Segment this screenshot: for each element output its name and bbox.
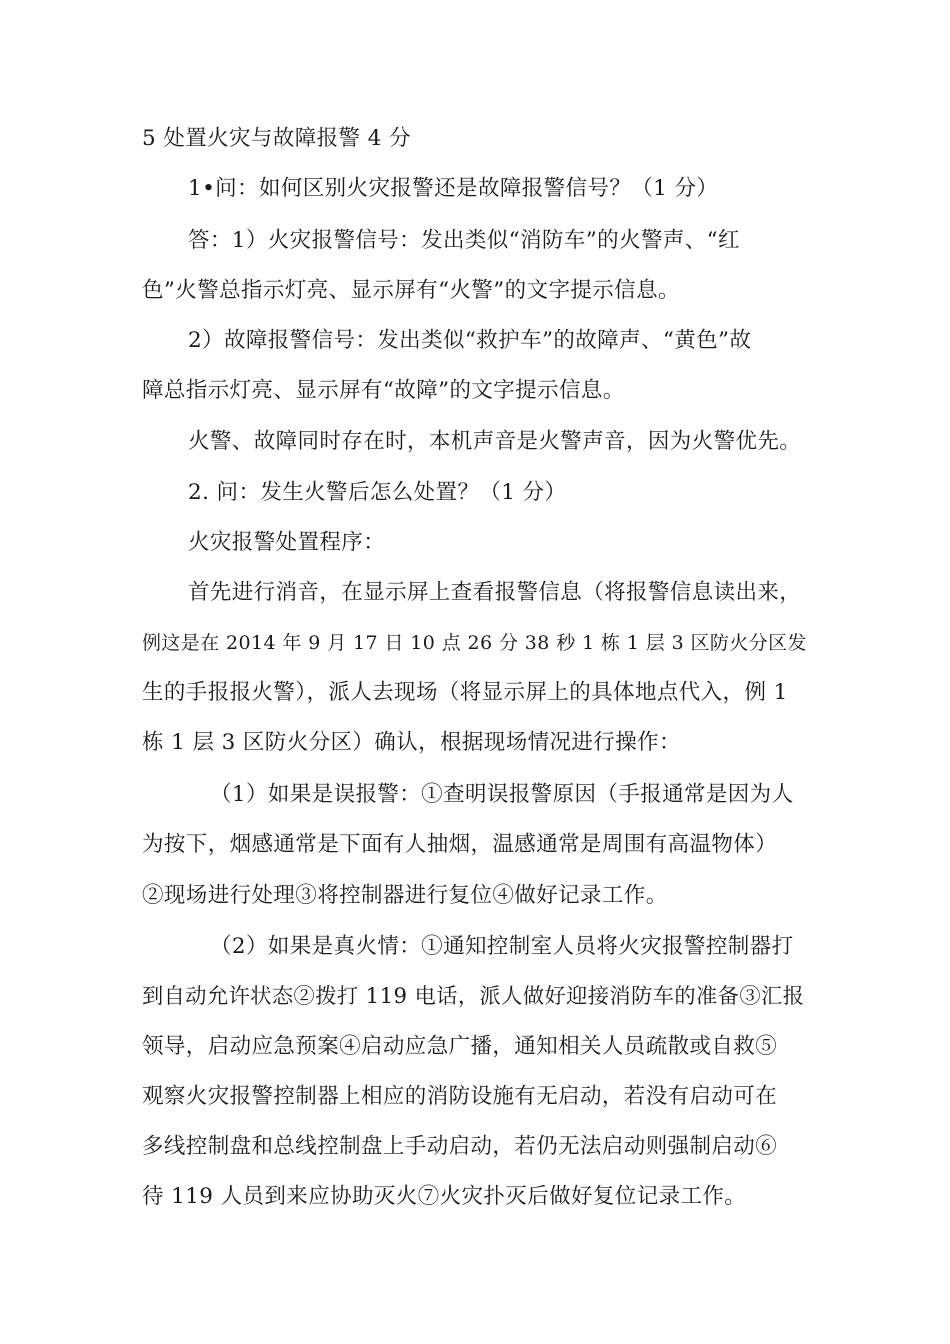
question-1: 1•问：如何区别火灾报警还是故障报警信号？（1 分） <box>188 176 719 201</box>
answer-1-line-3: 2）故障报警信号：发出类似“救护车”的故障声、“黄色”故 <box>188 328 752 353</box>
answer-1-line-2: 色”火警总指示灯亮、显示屏有“火警”的文字提示信息。 <box>142 278 680 303</box>
false-alarm-line-1: （1）如果是误报警：①查明误报警原因（手报通常是因为人 <box>210 782 794 807</box>
false-alarm-line-2: 为按下，烟感通常是下面有人抽烟，温感通常是周围有高温物体） <box>142 832 778 857</box>
answer-1-note: 火警、故障同时存在时，本机声音是火警声音，因为火警优先。 <box>188 429 802 454</box>
section-heading: 5 处置火灾与故障报警 4 分 <box>142 126 411 151</box>
real-fire-line-6: 待 119 人员到来应协助灭火⑦火灾扑灭后做好复位记录工作。 <box>142 1184 747 1209</box>
answer-1-line-1: 答：1）火灾报警信号：发出类似“消防车”的火警声、“红 <box>188 228 740 253</box>
procedure-heading: 火灾报警处置程序： <box>188 530 386 555</box>
question-2: 2. 问：发生火警后怎么处置？（1 分） <box>188 480 567 505</box>
real-fire-line-1: （2）如果是真火情：①通知控制室人员将火灾报警控制器打 <box>210 934 794 959</box>
real-fire-line-2: 到自动允许状态②拨打 119 电话，派人做好迎接消防车的准备③汇报 <box>142 984 805 1009</box>
procedure-paragraph-line-4: 栋 1 层 3 区防火分区）确认，根据现场情况进行操作： <box>142 730 681 755</box>
real-fire-line-4: 观察火灾报警控制器上相应的消防设施有无启动，若没有启动可在 <box>142 1084 778 1109</box>
false-alarm-line-3: ②现场进行处理③将控制器进行复位④做好记录工作。 <box>142 883 668 908</box>
procedure-paragraph-line-1: 首先进行消音，在显示屏上查看报警信息（将报警信息读出来， <box>188 580 802 605</box>
procedure-paragraph-line-2: 例这是在 2014 年 9 月 17 日 10 点 26 分 38 秒 1 栋 1 层 3 区防火分区发 <box>142 632 807 654</box>
real-fire-line-3: 领导，启动应急预案④启动应急广播，通知相关人员疏散或自救⑤ <box>142 1034 778 1059</box>
real-fire-line-5: 多线控制盘和总线控制盘上手动启动，若仍无法启动则强制启动⑥ <box>142 1134 778 1159</box>
answer-1-line-4: 障总指示灯亮、显示屏有“故障”的文字提示信息。 <box>142 378 625 403</box>
procedure-paragraph-line-3: 生的手报报火警），派人去现场（将显示屏上的具体地点代入，例 1 <box>142 680 788 705</box>
